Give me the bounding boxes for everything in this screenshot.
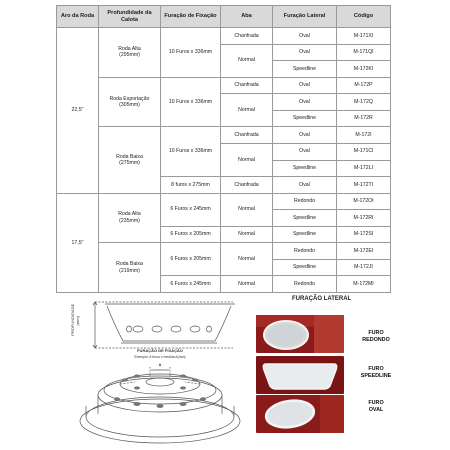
table-row: [57, 243, 391, 260]
furacao-cell: Redondo: [273, 193, 337, 210]
aba-cell: Chanfrada: [221, 177, 273, 194]
codigo-cell: M-172R: [337, 110, 391, 127]
header-profundidade: Profundidade da Calota: [99, 6, 161, 28]
furacao-cell: Redondo: [273, 276, 337, 293]
fixacao-sub-label: Exemplo: 6 furos x medida A(mm): [134, 355, 186, 359]
a-label: A: [158, 362, 162, 367]
profundidade-cell: Roda Baixa (275mm): [99, 127, 161, 193]
furo-speedline-label: FURO SPEEDLINE: [360, 366, 392, 379]
profundidade-cell: Roda Exportação (305mm): [99, 77, 161, 127]
furo-oval-photo: [256, 395, 344, 433]
profundidade-label: PROFUNDIDADE (mm): [70, 303, 80, 336]
furacao-cell: Oval: [273, 127, 337, 144]
fixacao-cell: 6 Furos x 205mm: [161, 243, 221, 276]
spec-table: [56, 5, 391, 293]
aba-cell: Normal: [221, 193, 273, 226]
furo-redondo-photo: [256, 315, 344, 353]
furo-redondo-image: [256, 315, 344, 353]
furacao-cell: Oval: [273, 94, 337, 111]
furacao-cell: Oval: [273, 177, 337, 194]
fixacao-cell: 10 Furos x 336mm: [161, 28, 221, 78]
furo-speedline-photo: [256, 356, 344, 394]
furacao-cell: Redondo: [273, 243, 337, 260]
wheel-drawing: [55, 296, 250, 446]
aba-cell: Chanfrada: [221, 127, 273, 144]
codigo-cell: M-172P: [337, 77, 391, 94]
table-row: [57, 28, 391, 45]
codigo-cell: M-172KI: [337, 61, 391, 78]
fixacao-cell: 10 Furos x 336mm: [161, 127, 221, 177]
header-aba: Aba: [221, 6, 273, 28]
profundidade-cell: Roda Alta (235mm): [99, 193, 161, 243]
furacao-lateral-title: FURAÇÃO LATERAL: [292, 296, 352, 302]
codigo-cell: M-171XI: [337, 28, 391, 45]
header-aro: Aro da Roda: [57, 6, 99, 28]
aba-cell: Normal: [221, 243, 273, 276]
furacao-cell: Oval: [273, 143, 337, 160]
aba-cell: Chanfrada: [221, 28, 273, 45]
table-row: [57, 193, 391, 210]
aba-cell: Chanfrada: [221, 77, 273, 94]
header-furacao-lateral: Furação Lateral: [273, 6, 337, 28]
aba-cell: Normal: [221, 226, 273, 243]
furacao-cell: Speedline: [273, 210, 337, 227]
fixacao-cell: 6 Furos x 245mm: [161, 276, 221, 293]
fixacao-cell: 6 Furos x 205mm: [161, 226, 221, 243]
table-header-row: [57, 6, 391, 28]
profundidade-cell: Roda Alta (295mm): [99, 28, 161, 78]
furo-speedline-image: [256, 356, 344, 394]
fixacao-label: FURAÇÃO DE FIXAÇÃO: [137, 348, 183, 353]
fixacao-cell: 10 Furos x 336mm: [161, 77, 221, 127]
fixacao-cell: 6 Furos x 245mm: [161, 193, 221, 226]
aba-cell: Normal: [221, 94, 273, 127]
aba-cell: Normal: [221, 276, 273, 293]
table-row: [57, 77, 391, 94]
codigo-cell: M-171Cl: [337, 143, 391, 160]
codigo-cell: M-172LI: [337, 160, 391, 177]
fixacao-cell: 8 furos x 275mm: [161, 177, 221, 194]
table-row: [57, 127, 391, 144]
codigo-cell: M-172MI: [337, 276, 391, 293]
furo-oval-image: [256, 395, 344, 433]
codigo-cell: M-172EI: [337, 243, 391, 260]
aba-cell: Normal: [221, 44, 273, 77]
header-codigo: Código: [337, 6, 391, 28]
codigo-cell: M-172JI: [337, 259, 391, 276]
furacao-cell: Speedline: [273, 226, 337, 243]
furacao-cell: Oval: [273, 77, 337, 94]
profundidade-cell: Roda Baixa (219mm): [99, 243, 161, 293]
furacao-cell: Speedline: [273, 61, 337, 78]
codigo-cell: M-172RI: [337, 210, 391, 227]
furacao-cell: Speedline: [273, 160, 337, 177]
codigo-cell: M-172Q: [337, 94, 391, 111]
codigo-cell: M-172I: [337, 127, 391, 144]
furacao-cell: Speedline: [273, 110, 337, 127]
aro-cell-225: 22,5": [57, 28, 99, 194]
codigo-cell: M-171QI: [337, 44, 391, 61]
aro-cell-175: 17,5": [57, 193, 99, 292]
header-fixacao: Furação de Fixação: [161, 6, 221, 28]
wheel-diagram: [55, 296, 250, 446]
furo-redondo-label: FURO REDONDO: [362, 330, 390, 343]
aba-cell: Normal: [221, 143, 273, 176]
codigo-cell: M-172OI: [337, 193, 391, 210]
codigo-cell: M-172SI: [337, 226, 391, 243]
furo-oval-label: FURO OVAL: [368, 400, 384, 413]
furacao-cell: Speedline: [273, 259, 337, 276]
codigo-cell: M-172TI: [337, 177, 391, 194]
furacao-cell: Oval: [273, 28, 337, 45]
furacao-cell: Oval: [273, 44, 337, 61]
